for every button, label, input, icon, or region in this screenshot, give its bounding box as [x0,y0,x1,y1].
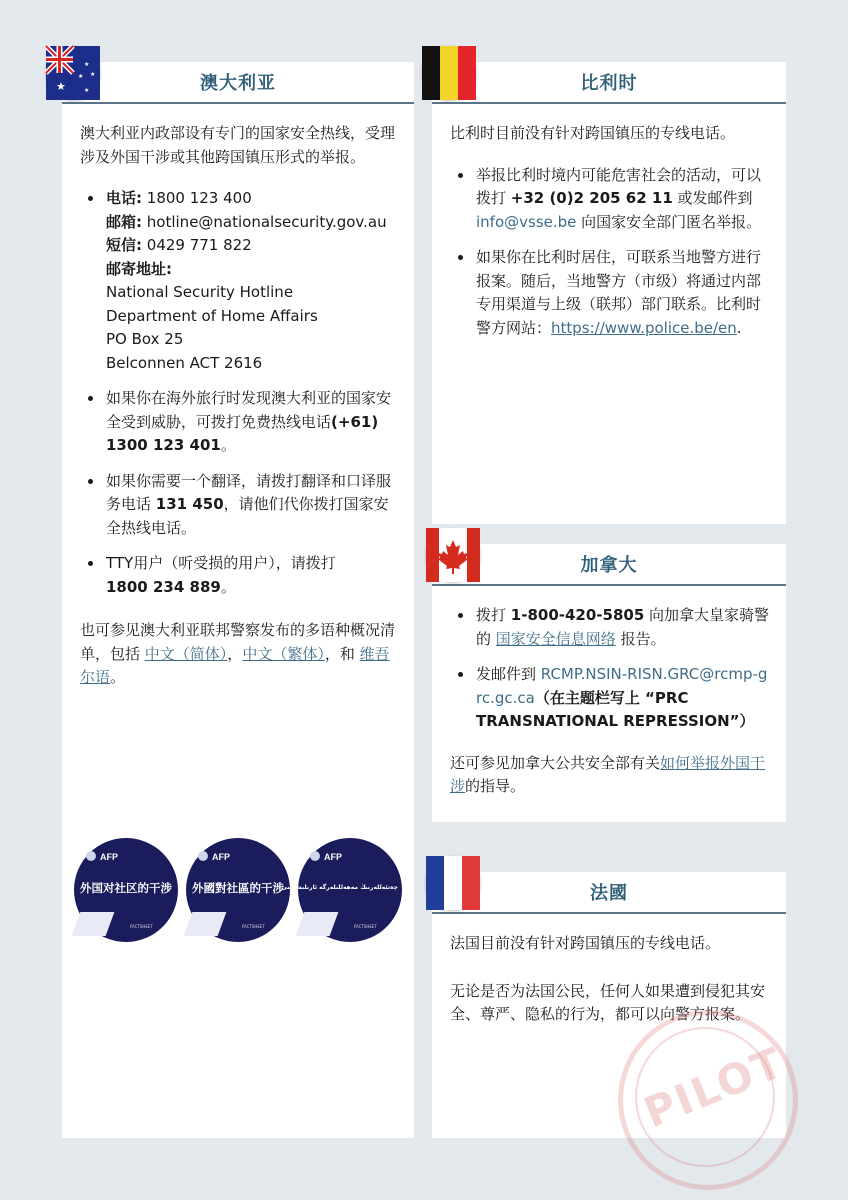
svg-text:★: ★ [78,73,84,80]
mail-line: Belconnen ACT 2616 [106,353,263,372]
australia-card [62,62,414,1138]
france-title: 法國 [590,883,628,904]
overseas-phone: (+61) 1300 123 401 [106,412,379,454]
factsheet-title: ﭼەتئەللەرنىڭ مەھەللىلەرگە ئارىلىشىشى [281,884,398,891]
factsheet-simplified[interactable] [74,838,178,942]
belgium-header [432,62,786,104]
australia-contact-item [104,187,400,375]
australia-body [80,122,400,690]
translator-text: 如果你需要一个翻译，请拨打翻译和口译服务电话 [106,471,392,513]
belgium-card [432,62,786,524]
decorative-shape [184,912,227,936]
canada-card [432,544,786,822]
canada-outro-text: 还可参见加拿大公共安全部有关 [450,753,661,772]
link-uyghur[interactable]: 维吾尔语 [80,644,390,686]
email-label: 邮箱: [106,212,142,231]
sms-label: 短信: [106,236,142,254]
factsheet-tag: FACTSHEET [242,924,265,929]
tty-end: 。 [220,577,236,596]
svg-text:★: ★ [84,87,90,94]
canada-phone: 1-800-420-5805 [510,606,645,624]
factsheet-traditional[interactable] [186,838,290,942]
factsheet-uyghur[interactable] [281,838,402,942]
canada-text: 拨打 [476,606,511,624]
france-header [432,872,786,914]
belgium-email-link[interactable]: info@vsse.be [476,212,577,231]
report-text: 举报比利时境内可能危害社会的活动，可以拨打 [476,165,762,207]
australia-outro [80,619,400,690]
police-end: . [736,318,742,337]
canada-text: 发邮件到 [476,665,541,683]
france-p2: 无论是否为法国公民，任何人如果遭到侵犯其安全、尊严、隐私的行为，都可以向警方报案。 [450,981,766,1023]
sep: ，和 [324,644,360,663]
australia-flag-icon [46,46,100,100]
outro-text: 也可参见澳大利亚联邦警察发布的多语种概况清单，包括 [80,621,396,663]
belgium-phone: +32 (0)2 205 62 11 [510,189,673,207]
svg-text:★: ★ [90,71,96,78]
mail-line: PO Box 25 [106,330,184,348]
pilot-stamp [618,1010,798,1190]
canada-nsin-link[interactable]: 国家安全信息网络 [495,629,616,648]
report-text: 或发邮件到 [672,189,753,207]
factsheet-tag: FACTSHEET [130,924,153,929]
canada-title: 加拿大 [580,555,638,576]
svg-text:★: ★ [56,80,66,93]
canada-phone-item [474,604,772,651]
australia-list [80,187,400,599]
canada-outro [450,752,772,799]
canada-outro-end: 的指导。 [465,777,526,795]
belgium-title: 比利时 [580,73,638,94]
factsheet-title: 外國對社區的干涉 [192,881,284,895]
decorative-shape [296,912,339,936]
belgium-police-link[interactable]: https://www.police.be/en [551,318,737,337]
translator-text-end: ，请他们代你拨打国家安全热线电话。 [106,495,389,537]
factsheet-brand: AFP [100,852,118,862]
australia-tty-item [104,552,400,599]
stamp-text: PILOT [637,1037,791,1138]
afp-logo-icon [310,851,320,861]
australia-header [62,62,414,104]
decorative-shape [72,912,115,936]
link-simplified-chinese[interactable]: 中文（简体） [144,644,228,663]
tty-phone: 1800 234 889 [106,577,221,596]
afp-logo-icon [86,851,96,861]
canada-subject-note: （在主题栏写上 “PRC TRANSNATIONAL REPRESSION”） [476,688,755,730]
factsheet-brand: AFP [212,852,230,862]
mail-label: 邮寄地址: [106,259,172,278]
report-text: 向国家安全部门匿名举报。 [576,212,762,231]
belgium-body [450,122,772,340]
belgium-list [450,164,772,341]
canada-header [432,544,786,586]
mail-line: Department of Home Affairs [106,306,318,325]
factsheet-brand: AFP [324,852,342,862]
canada-text: 向加拿大皇家骑警的 [476,606,770,648]
police-text: 如果你在比利时居住，可联系当地警方进行报案。随后，当地警方（市级）将通过内部专用渠道与上级（联邦）部门联系。比利时警方网站： [476,248,762,337]
sms-value: 0429 771 822 [146,236,252,254]
france-p1: 法国目前没有针对跨国镇压的专线电话。 [450,934,721,952]
canada-list [450,604,772,734]
canada-body [450,604,772,799]
belgium-police-item [474,246,772,340]
outro-end: 。 [110,668,126,686]
phone-value: 1800 123 400 [146,189,252,207]
factsheet-tag: FACTSHEET [354,924,377,929]
canada-text: 报告。 [615,629,666,648]
canada-flag-icon [426,528,480,582]
email-value: hotline@nationalsecurity.gov.au [146,212,387,231]
canada-email-link[interactable]: RCMP.NSIN-RISN.GRC@rcmp-grc.gc.ca [476,665,768,707]
australia-translator-item [104,470,400,541]
mail-line: National Security Hotline [106,283,294,301]
phone-label: 电话: [106,189,142,207]
belgium-flag-icon [422,46,476,100]
belgium-intro: 比利时目前没有针对跨国镇压的专线电话。 [450,124,736,142]
svg-text:★: ★ [84,61,90,68]
canada-guide-link[interactable]: 如何举报外国干涉 [450,753,766,795]
belgium-report-item [474,164,772,235]
overseas-text: 如果你在海外旅行时发现澳大利亚的国家安全受到威胁，可拨打免费热线电话 [106,389,392,431]
australia-overseas-item [104,387,400,458]
france-flag-icon [426,856,480,910]
australia-title: 澳大利亚 [200,73,276,94]
factsheet-title: 外国对社区的干涉 [80,881,172,895]
link-traditional-chinese[interactable]: 中文（繁体） [242,644,325,663]
tty-text: TTY用户（听受损的用户），请拨打 [106,554,336,572]
sep: ， [227,644,243,663]
translator-phone: 131 450 [155,495,224,513]
afp-logo-icon [198,851,208,861]
overseas-end: 。 [220,436,236,454]
australia-intro: 澳大利亚内政部设有专门的国家安全热线，受理涉及外国干涉或其他跨国镇压形式的举报。 [80,124,396,166]
canada-email-item [474,663,772,734]
